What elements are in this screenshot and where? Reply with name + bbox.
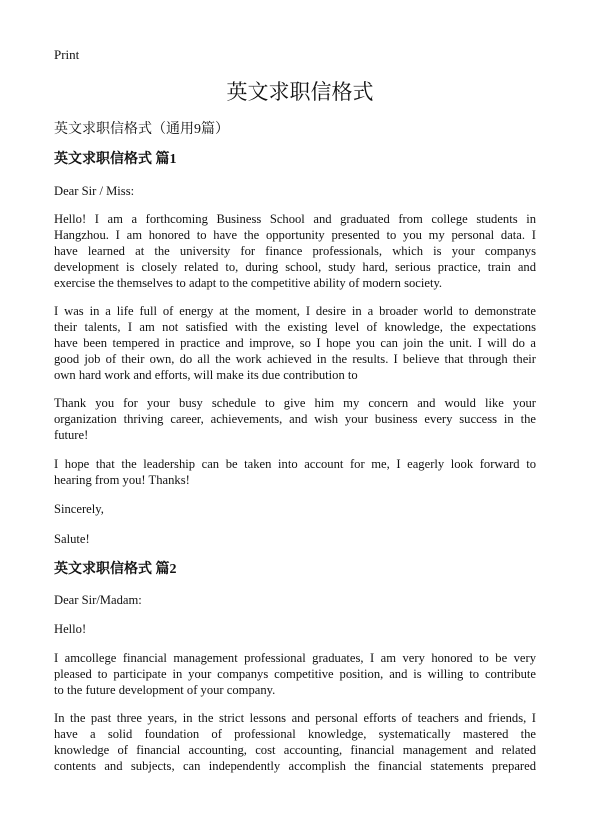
paragraph-line: future! [54,428,89,442]
salutation-1: Dear Sir / Miss: [54,184,135,198]
paragraph-line: I hope that the leadership can be taken into account for me, I eagerly look forward to [54,457,536,471]
paragraph-line: Hangzhou. I am honored to have the opportunity presented to you my personal data. I [54,228,536,242]
paragraph [54,456,536,488]
paragraph-line: own hard work and efforts, will make its due contribution to [54,368,358,382]
paragraph-line: have a solid foundation of professional knowledge, systematically mastered the [54,727,536,741]
signoff: Salute! [54,532,90,546]
paragraph-line: to the future development of your company. [54,683,276,697]
paragraph-line: have learned at the university for finance professionals, which is your companys [54,244,536,258]
paragraph-line: hearing from you! Thanks! [54,473,190,487]
paragraph-line: have been tempered in practice and improve, so I hope you can join the unit. I will do a [54,336,536,350]
paragraph [54,303,536,383]
paragraph-line: In the past three years, in the strict lessons and personal efforts of teachers and friends, I [54,711,536,725]
paragraph-line: knowledge of financial accounting, cost accounting, financial management and related [54,743,536,757]
paragraph [54,650,536,698]
paragraph-line: contents and subjects, can independently accomplish the financial statements prepared [54,759,536,773]
paragraph-line: Hello! I am a forthcoming Business School and graduated from college students in [54,212,536,226]
salutation-2: Dear Sir/Madam: [54,593,142,607]
paragraph-line: development is closely related to, during school, study hard, serious practice, train and [54,260,536,274]
document-title: 英文求职信格式 [226,80,374,104]
paragraph-line: their talents, I am not satisfied with the existing level of knowledge, the expectations [54,320,536,334]
section-heading-1: 英文求职信格式 篇1 [54,152,177,167]
document-subtitle: 英文求职信格式（通用9篇） [54,122,229,137]
closing: Sincerely, [54,502,104,516]
paragraph-line: I was in a life full of energy at the moment, I desire in a broader world to demonstrate [54,304,536,318]
section-heading-2: 英文求职信格式 篇2 [54,562,177,577]
paragraph [54,395,536,443]
paragraph-line: Thank you for your busy schedule to give him my concern and would like your [54,396,536,410]
paragraph [54,211,536,291]
paragraph-line: exercise the themselves to adapt to the competitive ability of modern society. [54,276,443,290]
paragraph-line: good job of their own, do all the work achieved in the results. I believe that through their [54,352,536,366]
paragraph-line: organization thriving career, achievements, and wish your business every success in the [54,412,536,426]
paragraph-line: I amcollege financial management professional graduates, I am very honored to be very [54,651,536,665]
paragraph-line: pleased to participate in your companys competitive position, and is willing to contribute [54,667,536,681]
print-label: Print [54,47,80,62]
greeting: Hello! [54,622,87,636]
paragraph [54,710,536,774]
